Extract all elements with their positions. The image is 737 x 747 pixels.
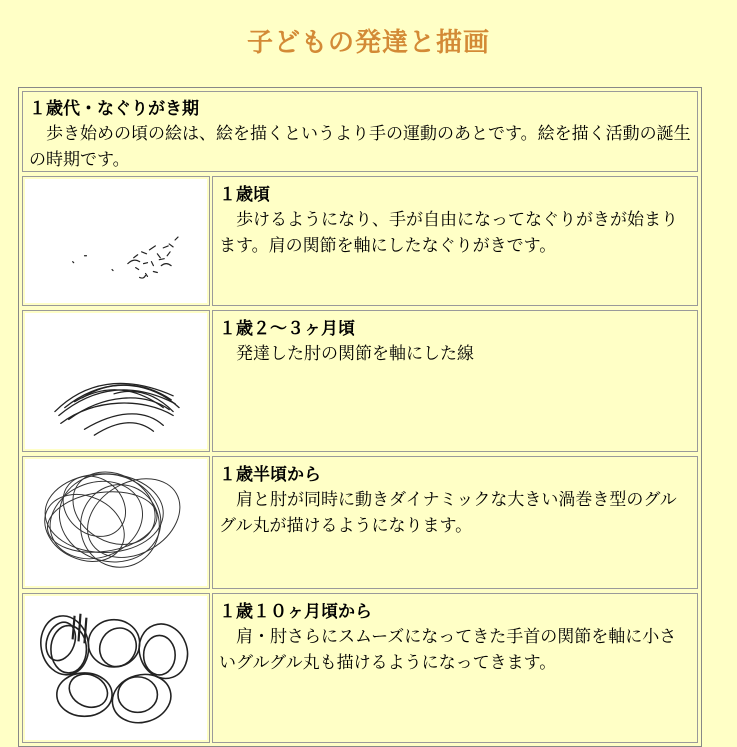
large-spiral-image: [25, 459, 207, 586]
drawing-image-2: [22, 310, 210, 452]
drawing-image-4: [22, 593, 210, 743]
drawing-image-1: [22, 176, 210, 306]
stage-text: 発達した肘の関節を軸にした線: [236, 344, 474, 364]
stage-cell-4: [212, 593, 698, 743]
page-title: 子どもの発達と描画: [246, 28, 490, 58]
drawing-image-3: [22, 456, 210, 589]
stage-heading: １歳半頃から: [219, 465, 321, 485]
stage-cell-1: [212, 176, 698, 306]
scribble-dots-image: [25, 179, 207, 303]
stage-text: 肩・肘さらにスムーズになってきた手首の関節を軸に小さいグルグル丸も描けるようになってきます。: [219, 627, 677, 673]
stage-cell-2: [212, 310, 698, 452]
stage-heading: １歳頃: [219, 185, 270, 205]
small-spirals-image: [25, 596, 207, 740]
intro-cell: [22, 91, 698, 172]
stage-text: 歩けるようになり、手が自由になってなぐりがきが始まります。肩の関節を軸にしたなぐりがきです。: [219, 210, 678, 256]
intro-heading: １歳代・なぐりがき期: [29, 99, 199, 119]
stage-cell-3: [212, 456, 698, 589]
stage-text: 肩と肘が同時に動きダイナミックな大きい渦巻き型のグルグル丸が描けるようになります。: [219, 490, 677, 536]
stage-heading: １歳２〜３ヶ月頃: [219, 319, 355, 339]
scribble-lines-image: [25, 313, 207, 449]
stage-heading: １歳１０ヶ月頃から: [219, 602, 372, 622]
development-table: [18, 87, 702, 747]
intro-text: 歩き始めの頃の絵は、絵を描くというより手の運動のあとです。絵を描く活動の誕生の時期です。: [29, 124, 691, 170]
